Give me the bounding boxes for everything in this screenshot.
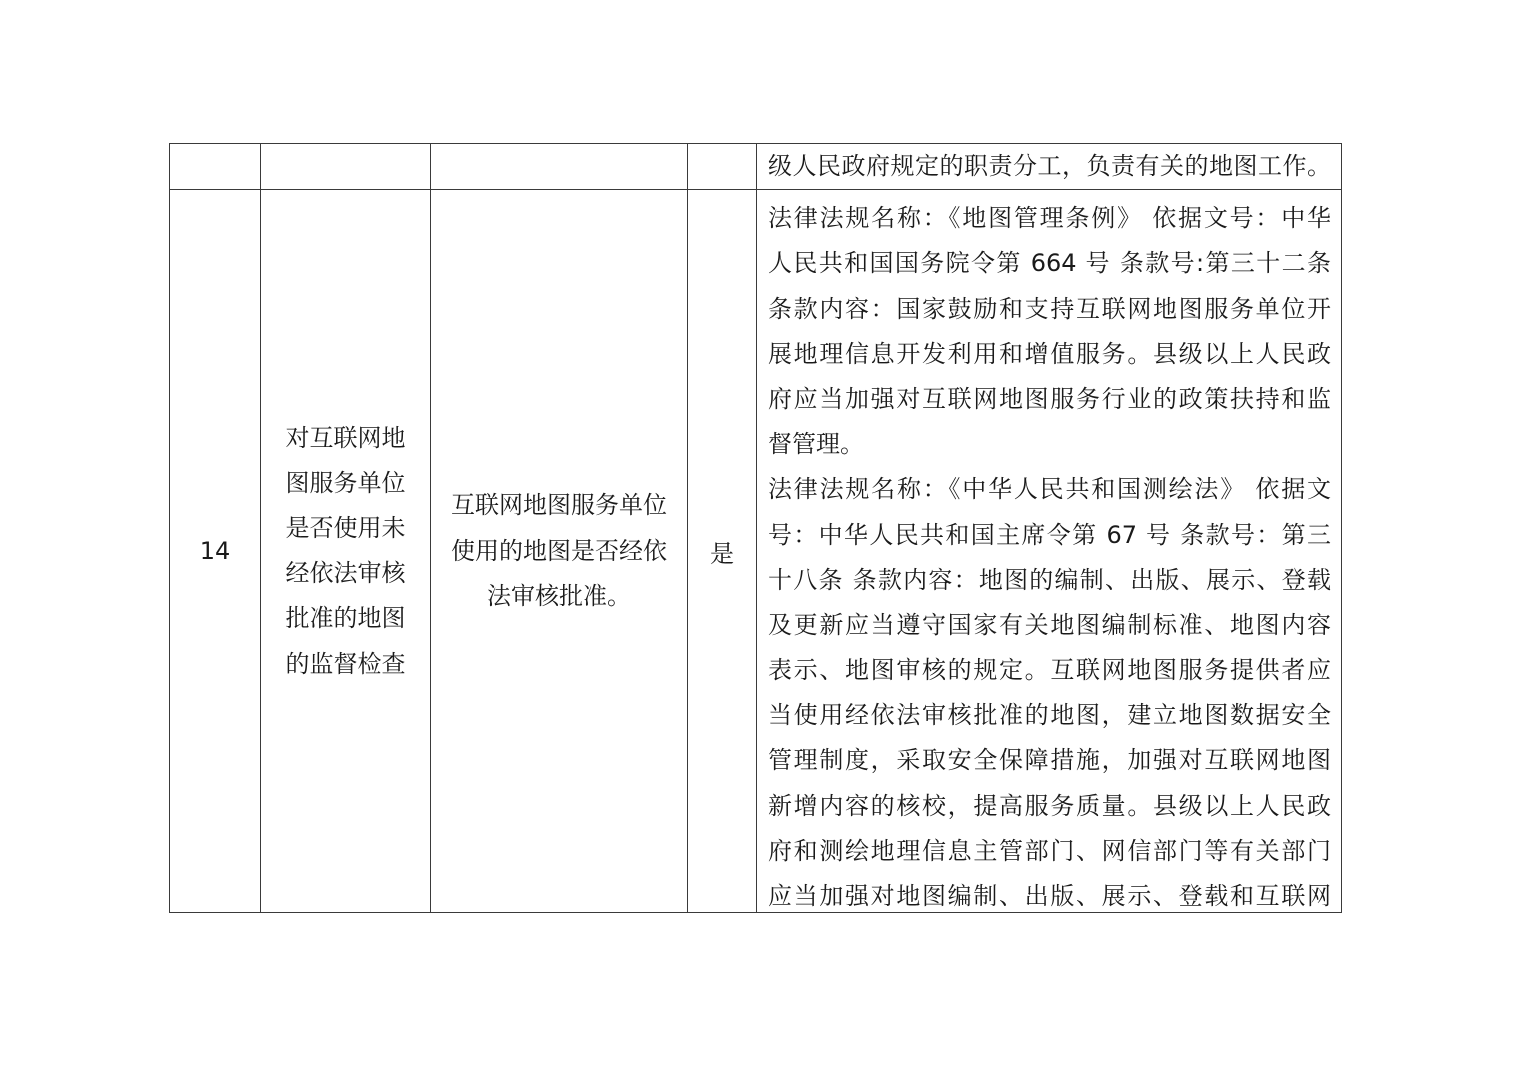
basis-line: 法律法规名称：《地图管理条例》 依据文号：中华 (768, 204, 1331, 233)
basis-cell (757, 190, 1342, 913)
basis-line: 条款内容：国家鼓励和支持互联网地图服务单位开 (768, 294, 1331, 323)
item-line: 图服务单位 (285, 468, 406, 497)
basis-line: 十八条 条款内容：地图的编制、出版、展示、登载 (768, 565, 1331, 594)
basis-line: 号：中华人民共和国主席令第 67 号 条款号：第三 (768, 520, 1331, 549)
table-row (170, 190, 1342, 913)
basis-line: 管理制度，采取安全保障措施，加强对互联网地图 (768, 746, 1331, 775)
content-line: 使用的地图是否经依 (451, 536, 667, 565)
content-cell (431, 190, 688, 913)
basis-line: 新增内容的核校，提高服务质量。县级以上人民政 (768, 791, 1331, 820)
basis-line: 当使用经依法审核批准的地图，建立地图数据安全 (768, 701, 1331, 730)
content-line: 法审核批准。 (487, 581, 631, 610)
basis-line: 法律法规名称：《中华人民共和国测绘法》 依据文 (768, 475, 1331, 504)
basis-line: 展地理信息开发利用和增值服务。县级以上人民政 (768, 339, 1331, 368)
basis-line: 府和测绘地理信息主管部门、网信部门等有关部门 (768, 836, 1331, 865)
basis-line: 府应当加强对互联网地图服务行业的政策扶持和监 (768, 384, 1331, 413)
basis-text (768, 190, 1331, 912)
content-cell (431, 144, 688, 190)
item-cell (261, 144, 431, 190)
regulation-table (169, 143, 1342, 913)
basis-line: 应当加强对地图编制、出版、展示、登载和互联网 (768, 882, 1331, 910)
flag-cell (688, 144, 757, 190)
item-line: 批准的地图 (285, 604, 406, 633)
number-cell (170, 144, 261, 190)
content-line: 互联网地图服务单位 (451, 491, 667, 520)
item-line: 的监督检查 (285, 649, 406, 678)
item-line: 是否使用未 (285, 514, 406, 542)
item-line: 经依法审核 (285, 559, 406, 588)
basis-line: 督管理。 (768, 430, 864, 459)
basis-line: 人民共和国国务院令第 664 号 条款号:第三十二条 (768, 249, 1331, 278)
basis-line: 级人民政府规定的职责分工，负责有关的地图工作。 (768, 152, 1331, 180)
basis-cell (757, 144, 1342, 190)
item-line: 对互联网地 (285, 423, 406, 452)
item-cell (261, 190, 431, 913)
basis-line: 表示、地图审核的规定。互联网地图服务提供者应 (768, 656, 1331, 685)
flag-cell: 是 (688, 190, 757, 913)
table-row (170, 144, 1342, 190)
basis-line: 及更新应当遵守国家有关地图编制标准、地图内容 (768, 610, 1331, 639)
number-cell: 14 (170, 190, 261, 913)
